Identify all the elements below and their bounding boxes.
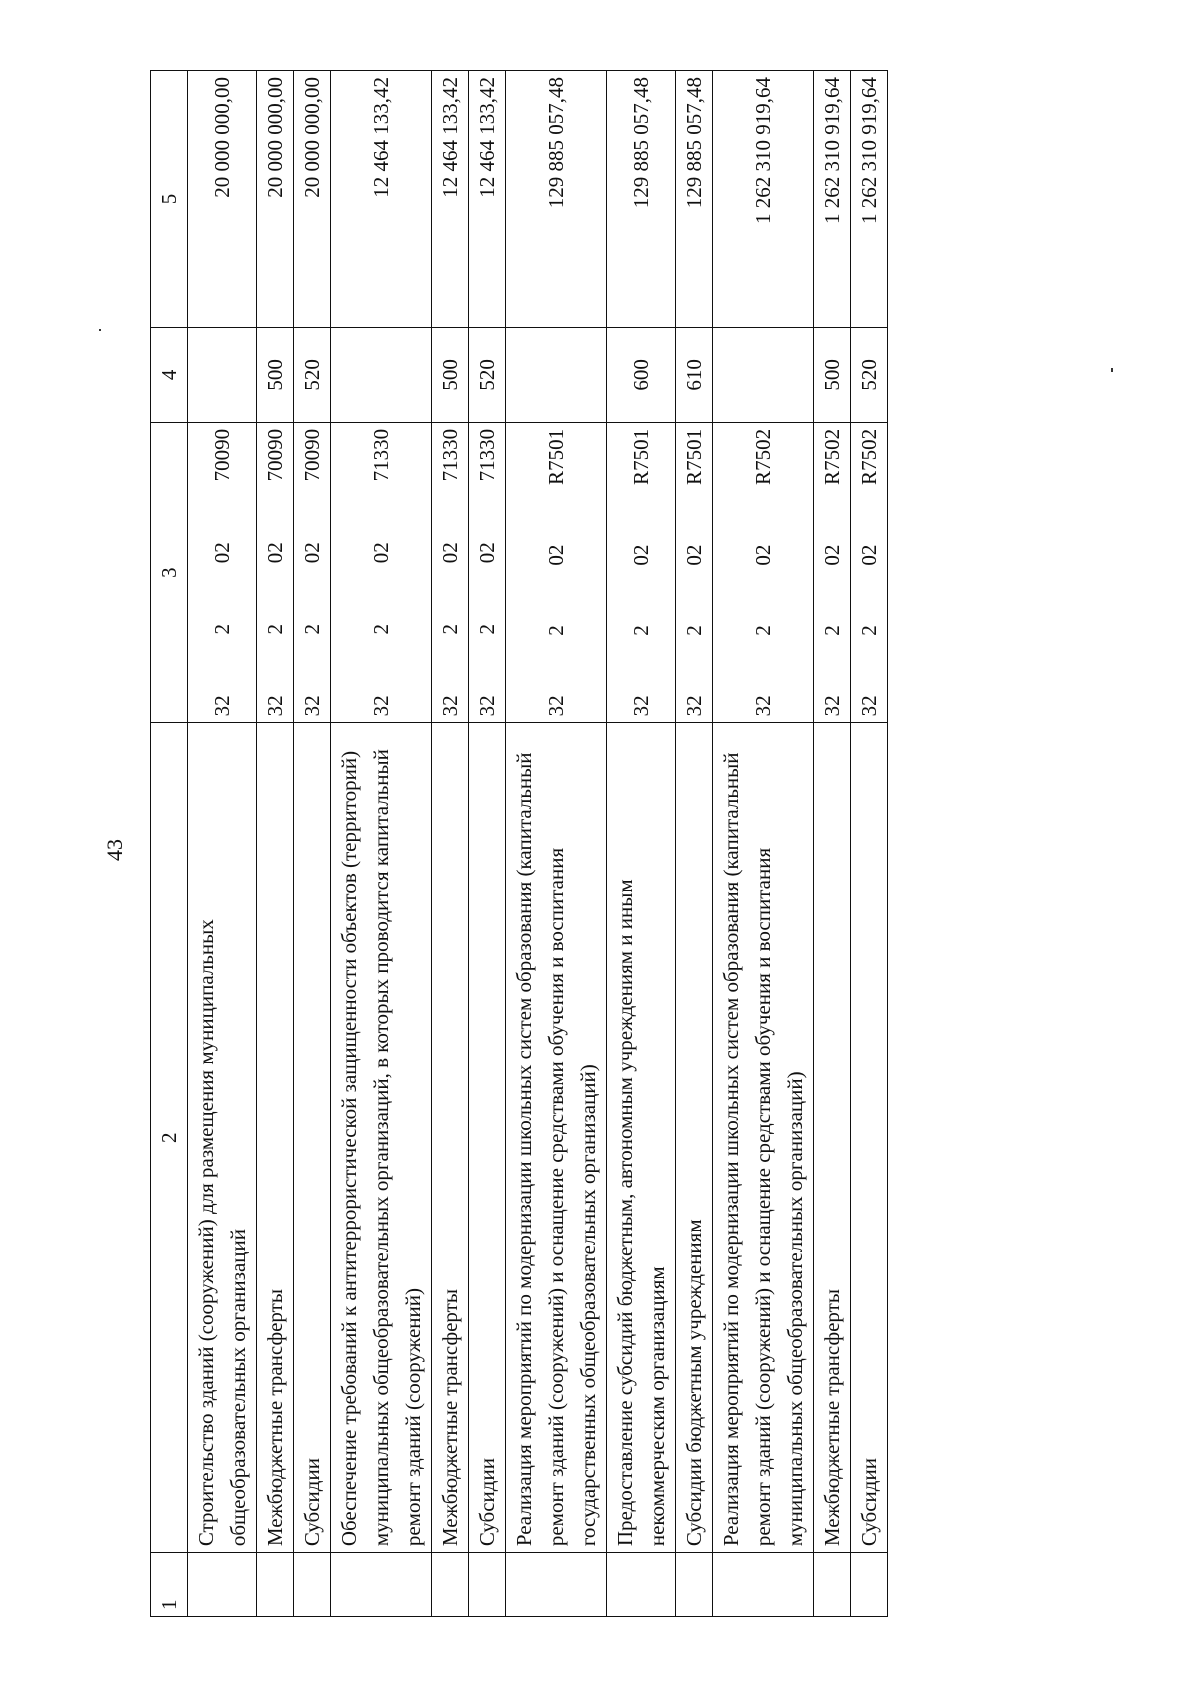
code-part: 02 [544, 544, 568, 566]
row-number-cell [432, 1553, 469, 1617]
classification-code-cell [607, 422, 676, 722]
code-part: 2 [438, 624, 462, 635]
code-part: 2 [210, 624, 234, 635]
code-part: 71330 [369, 428, 393, 482]
item-name-cell: Субсидии [851, 723, 888, 1553]
code-part: 32 [629, 695, 653, 717]
table-row [257, 71, 294, 1617]
amount-cell: 12 464 133,42 [432, 71, 469, 328]
table-row [851, 71, 888, 1617]
row-number-cell [676, 1553, 713, 1617]
amount-cell: 129 885 057,48 [607, 71, 676, 328]
classification-code-cell [469, 422, 506, 722]
scan-speck [1111, 368, 1113, 372]
table-row [506, 71, 607, 1617]
code-part: 32 [369, 695, 393, 717]
row-number-cell [331, 1553, 432, 1617]
expense-group-cell: 500 [814, 327, 851, 422]
classification-code [816, 429, 848, 716]
row-number-cell [851, 1553, 888, 1617]
classification-code [678, 429, 710, 716]
code-part: 02 [751, 544, 775, 566]
table-row [676, 71, 713, 1617]
code-part: 70090 [263, 428, 287, 482]
amount-cell: 1 262 310 919,64 [851, 71, 888, 328]
classification-code-cell [814, 422, 851, 722]
code-part: 2 [820, 625, 844, 636]
code-part: 32 [820, 695, 844, 717]
item-name-cell: Обеспечение требований к антитеррористической защищенности объектов (территорий) муниципальных общеобразовательных организаций, в которых проводится капитальный ремонт зданий (сооружений) [331, 723, 432, 1553]
code-part: 2 [751, 625, 775, 636]
code-part: 32 [300, 695, 324, 717]
code-part: 32 [438, 695, 462, 717]
code-part: 02 [438, 542, 462, 564]
code-part: 02 [263, 542, 287, 564]
code-part: 02 [475, 542, 499, 564]
amount-cell: 12 464 133,42 [331, 71, 432, 328]
item-name-cell: Реализация мероприятий по модернизации школьных систем образования (капитальный ремонт зданий (сооружений) и оснащение средствами обучения и воспитания муниципальных общеобразовательных организаций) [713, 723, 814, 1553]
code-part: 70090 [210, 428, 234, 482]
item-name-cell: Межбюджетные трансферты [814, 723, 851, 1553]
row-number-cell [188, 1553, 257, 1617]
code-part: R7502 [857, 428, 881, 485]
table-row [713, 71, 814, 1617]
page-number: 43 [102, 839, 127, 861]
expense-group-cell: 500 [257, 327, 294, 422]
amount-cell: 12 464 133,42 [469, 71, 506, 328]
code-part: 2 [263, 624, 287, 635]
classification-code-cell [713, 422, 814, 722]
expense-group-cell: 520 [294, 327, 331, 422]
code-part: 2 [300, 624, 324, 635]
classification-code-cell [188, 422, 257, 722]
classification-code-cell [851, 422, 888, 722]
classification-code [206, 429, 238, 716]
item-name-cell: Строительство зданий (сооружений) для размещения муниципальных общеобразовательных организаций [188, 723, 257, 1553]
amount-cell: 1 262 310 919,64 [814, 71, 851, 328]
code-part: 2 [682, 625, 706, 636]
code-part: 32 [263, 695, 287, 717]
classification-code [471, 429, 503, 716]
code-part: 71330 [438, 428, 462, 482]
classification-code [540, 429, 572, 716]
item-name-cell: Субсидии бюджетным учреждениям [676, 723, 713, 1553]
table-row [294, 71, 331, 1617]
code-part: R7501 [544, 428, 568, 485]
item-name-cell: Реализация мероприятий по модернизации школьных систем образования (капитальный ремонт зданий (сооружений) и оснащение средствами обучения и воспитания государственных общеобразовательных организаций) [506, 723, 607, 1553]
row-number-cell [294, 1553, 331, 1617]
expense-group-cell: 520 [469, 327, 506, 422]
amount-cell: 129 885 057,48 [676, 71, 713, 328]
classification-code-cell [506, 422, 607, 722]
code-part: 71330 [475, 428, 499, 482]
amount-cell: 129 885 057,48 [506, 71, 607, 328]
code-part: R7502 [751, 428, 775, 485]
code-part: 02 [629, 544, 653, 566]
expense-group-cell: 600 [607, 327, 676, 422]
code-part: 02 [857, 544, 881, 566]
expense-group-cell: 610 [676, 327, 713, 422]
row-number-cell [814, 1553, 851, 1617]
amount-cell: 1 262 310 919,64 [713, 71, 814, 328]
code-part: 02 [682, 544, 706, 566]
code-part: 32 [475, 695, 499, 717]
amount-cell: 20 000 000,00 [188, 71, 257, 328]
code-part: 32 [682, 695, 706, 717]
code-part: 2 [544, 625, 568, 636]
classification-code-cell [294, 422, 331, 722]
code-part: 02 [210, 542, 234, 564]
classification-code [853, 429, 885, 716]
budget-table-frame [150, 70, 1031, 1617]
code-part: 02 [820, 544, 844, 566]
row-number-cell [469, 1553, 506, 1617]
item-name-cell: Предоставление субсидий бюджетным, автономным учреждениям и иным некоммерческим организациям [607, 723, 676, 1553]
rotated-page [150, 70, 1031, 1617]
budget-table [150, 70, 888, 1617]
code-part: 32 [544, 695, 568, 717]
header-row [151, 71, 188, 1617]
code-part: 02 [369, 542, 393, 564]
scan-speck [99, 329, 101, 331]
item-name-cell: Межбюджетные трансферты [432, 723, 469, 1553]
code-part: 70090 [300, 428, 324, 482]
code-part: 2 [629, 625, 653, 636]
classification-code [625, 429, 657, 716]
item-name-cell: Субсидии [469, 723, 506, 1553]
classification-code [365, 429, 397, 716]
code-part: R7501 [682, 428, 706, 485]
row-number-cell [506, 1553, 607, 1617]
expense-group-cell [506, 327, 607, 422]
table-row [607, 71, 676, 1617]
code-part: R7501 [629, 428, 653, 485]
table-row [814, 71, 851, 1617]
code-part: 2 [369, 624, 393, 635]
expense-group-cell [188, 327, 257, 422]
expense-group-cell: 500 [432, 327, 469, 422]
classification-code-cell [257, 422, 294, 722]
expense-group-cell [713, 327, 814, 422]
code-part: 2 [857, 625, 881, 636]
classification-code-cell [432, 422, 469, 722]
amount-cell: 20 000 000,00 [294, 71, 331, 328]
item-name-cell: Субсидии [294, 723, 331, 1553]
header-cell-4: 4 [151, 327, 188, 422]
table-row [188, 71, 257, 1617]
header-cell-3: 3 [151, 422, 188, 722]
classification-code-cell [331, 422, 432, 722]
code-part: R7502 [820, 428, 844, 485]
amount-cell: 20 000 000,00 [257, 71, 294, 328]
row-number-cell [257, 1553, 294, 1617]
classification-code [259, 429, 291, 716]
classification-code [434, 429, 466, 716]
header-cell-2: 2 [151, 723, 188, 1553]
table-row [331, 71, 432, 1617]
row-number-cell [607, 1553, 676, 1617]
classification-code-cell [676, 422, 713, 722]
code-part: 02 [300, 542, 324, 564]
classification-code [747, 429, 779, 716]
row-number-cell [713, 1553, 814, 1617]
code-part: 32 [857, 695, 881, 717]
item-name-cell: Межбюджетные трансферты [257, 723, 294, 1553]
expense-group-cell: 520 [851, 327, 888, 422]
header-cell-1: 1 [151, 1553, 188, 1617]
expense-group-cell [331, 327, 432, 422]
code-part: 2 [475, 624, 499, 635]
code-part: 32 [210, 695, 234, 717]
code-part: 32 [751, 695, 775, 717]
classification-code [296, 429, 328, 716]
header-cell-5: 5 [151, 71, 188, 328]
table-row [469, 71, 506, 1617]
table-row [432, 71, 469, 1617]
